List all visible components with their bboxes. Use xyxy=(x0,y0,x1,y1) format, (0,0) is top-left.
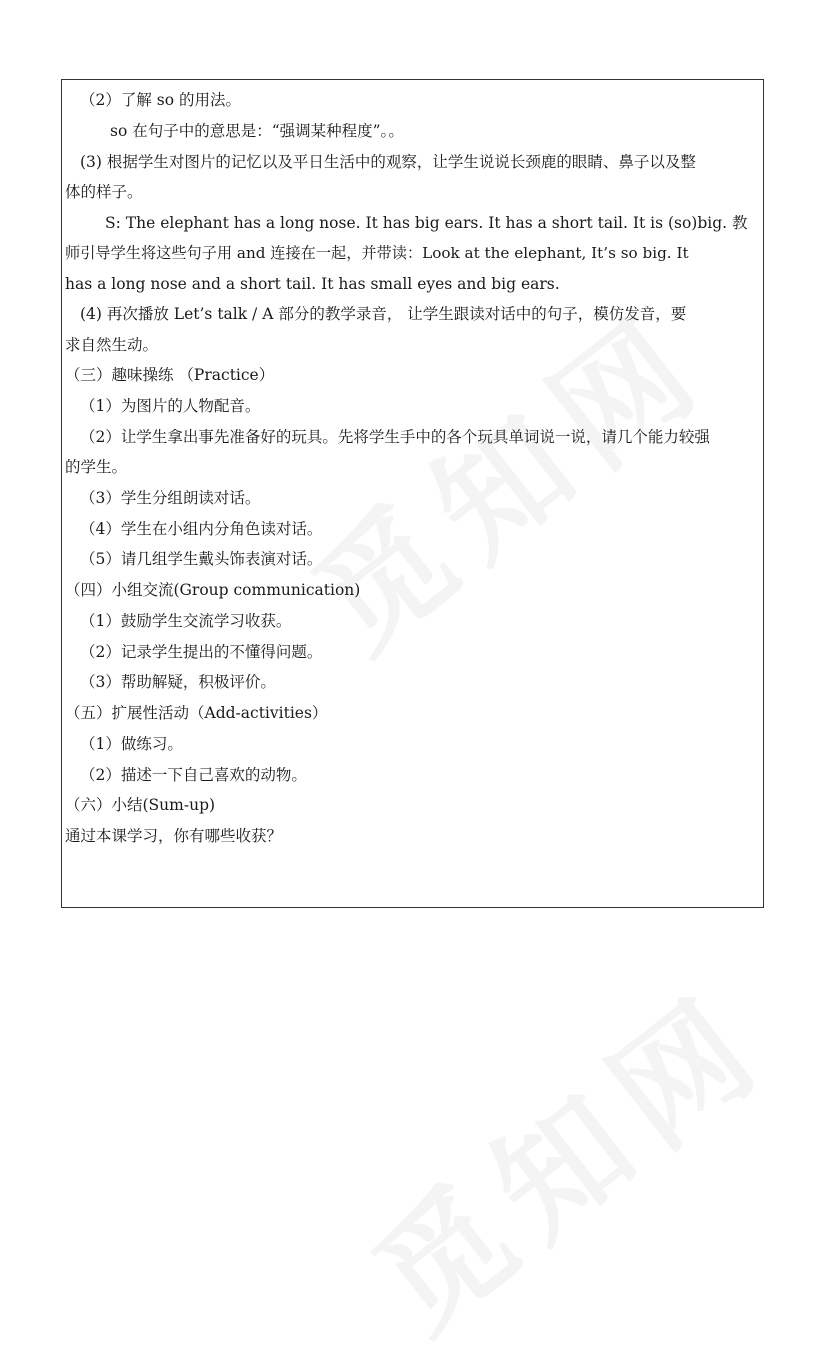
text-line: 求自然生动。 xyxy=(65,336,159,354)
text-line: （1）鼓励学生交流学习收获。 xyxy=(80,612,292,630)
text-line: 体的样子。 xyxy=(65,183,143,201)
text-line: S: The elephant has a long nose. It has big ears. It has a short tail. It is (so)big. 教 xyxy=(105,214,748,232)
section-heading: （三）趣味操练 （Practice） xyxy=(65,366,275,384)
text-line: (4) 再次播放 Let’s talk / A 部分的教学录音， 让学生跟读对话中的句子，模仿发音，要 xyxy=(80,305,687,323)
text-line: has a long nose and a short tail. It has small eyes and big ears. xyxy=(65,275,560,293)
section-heading: （四）小组交流(Group communication) xyxy=(65,581,361,599)
text-line: （2）了解 so 的用法。 xyxy=(80,91,242,109)
text-line: 的学生。 xyxy=(65,458,128,476)
watermark-bottom xyxy=(330,941,800,1365)
text-line: （3）帮助解疑，积极评价。 xyxy=(80,673,276,691)
text-line: （3）学生分组朗读对话。 xyxy=(80,489,261,507)
section-heading: （六）小结(Sum-up) xyxy=(65,796,216,814)
text-line: （1）为图片的人物配音。 xyxy=(80,397,261,415)
text-line: 师引导学生将这些句子用 and 连接在一起，并带读：Look at the elephant, It’s so big. It xyxy=(65,244,689,262)
text-line: （1）做练习。 xyxy=(80,735,183,753)
text-line: 通过本课学习，你有哪些收获？ xyxy=(65,827,283,845)
text-line: (3) 根据学生对图片的记忆以及平日生活中的观察，让学生说说长颈鹿的眼睛、鼻子以及整 xyxy=(80,153,696,171)
text-line: （2）让学生拿出事先准备好的玩具。先将学生手中的各个玩具单词说一说，请几个能力较强 xyxy=(80,428,710,446)
text-line: （5）请几组学生戴头饰表演对话。 xyxy=(80,550,323,568)
text-line: （4）学生在小组内分角色读对话。 xyxy=(80,520,323,538)
text-line: （2）记录学生提出的不懂得问题。 xyxy=(80,643,323,661)
section-heading: （五）扩展性活动（Add-activities） xyxy=(65,704,328,722)
text-line: （2）描述一下自己喜欢的动物。 xyxy=(80,766,307,784)
text-line: so 在句子中的意思是：“强调某种程度”。。 xyxy=(110,122,404,140)
